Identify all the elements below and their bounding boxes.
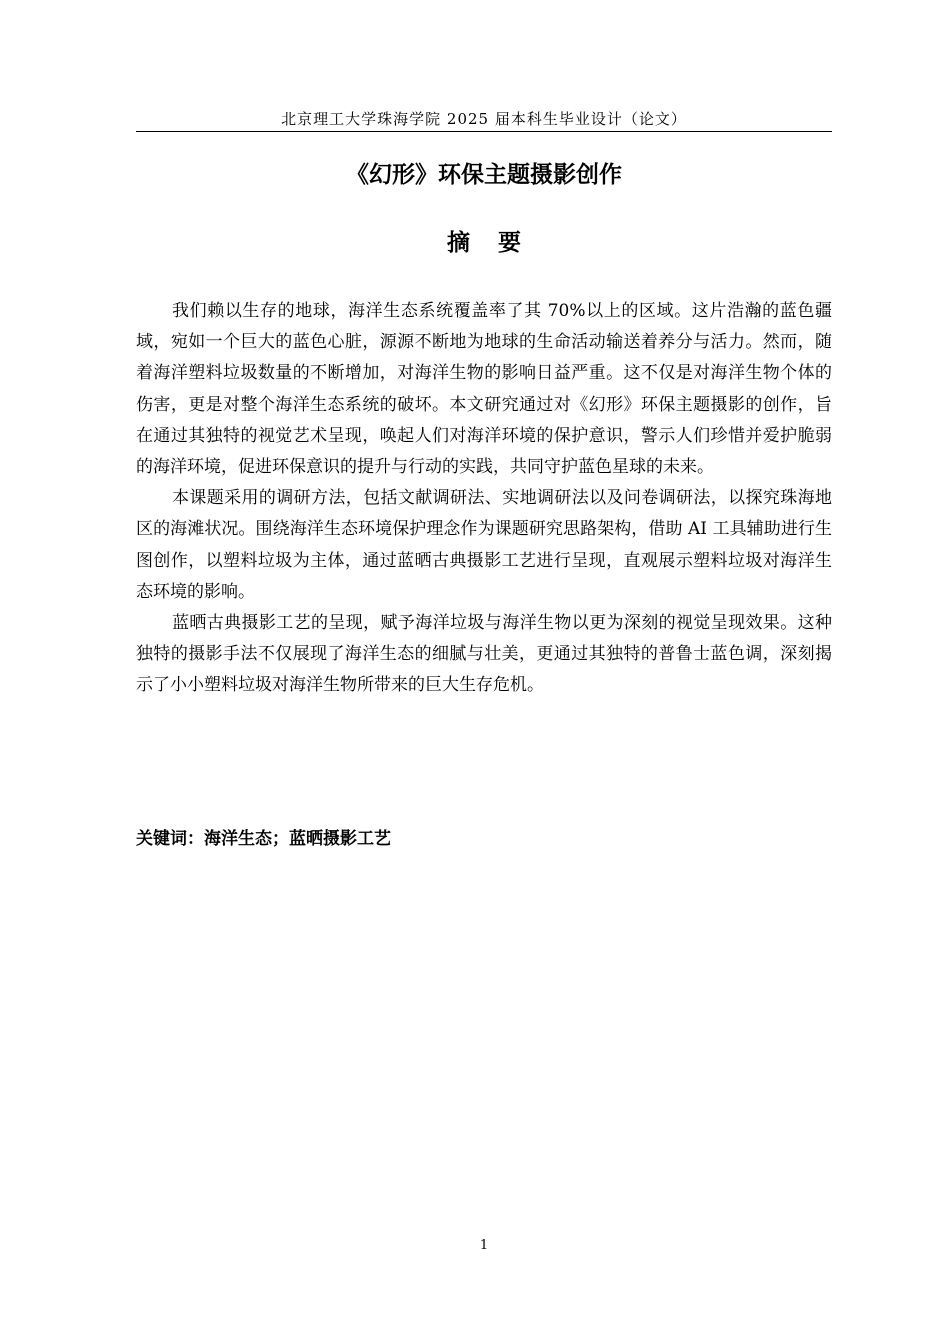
abstract-paragraph: 我们赖以生存的地球，海洋生态系统覆盖率了其 70%以上的区域。这片浩瀚的蓝色疆域，宛如一个巨大的蓝色心脏，源源不断地为地球的生命活动输送着养分与活力。然而，随着海洋塑料垃圾数量的不断增加，对海洋生物的影响日益严重。这不仅是对海洋生物个体的伤害，更是对整个海洋生态系统的破坏。本文研究通过对《幻形》环保主题摄影的创作，旨在通过其独特的视觉艺术呈现，唤起人们对海洋环境的保护意识，警示人们珍惜并爱护脆弱的海洋环境，促进环保意识的提升与行动的实践，共同守护蓝色星球的未来。 [136,301,832,478]
abstract-body [136,296,832,702]
document-title: 《幻形》环保主题摄影创作 [346,162,622,188]
abstract-paragraph: 蓝晒古典摄影工艺的呈现，赋予海洋垃圾与海洋生物以更为深刻的视觉呈现效果。这种独特的摄影手法不仅展现了海洋生态的细腻与壮美，更通过其独特的普鲁士蓝色调，深刻揭示了小小塑料垃圾对海洋生物所带来的巨大生存危机。 [136,613,832,696]
header-rule [136,131,832,132]
running-header: 北京理工大学珠海学院 2025 届本科生毕业设计（论文） [281,110,687,128]
abstract-heading: 摘要 [447,230,549,256]
page-number: 1 [479,1238,489,1253]
keywords-line: 关键词：海洋生态；蓝晒摄影工艺 [136,829,391,849]
abstract-paragraph: 本课题采用的调研方法，包括文献调研法、实地调研法以及问卷调研法，以探究珠海地区的海滩状况。围绕海洋生态环境保护理念作为课题研究思路架构，借助 AI 工具辅助进行生图创作，以塑料垃圾为主体，通过蓝晒古典摄影工艺进行呈现，直观展示塑料垃圾对海洋生态环境的影响。 [136,488,832,602]
